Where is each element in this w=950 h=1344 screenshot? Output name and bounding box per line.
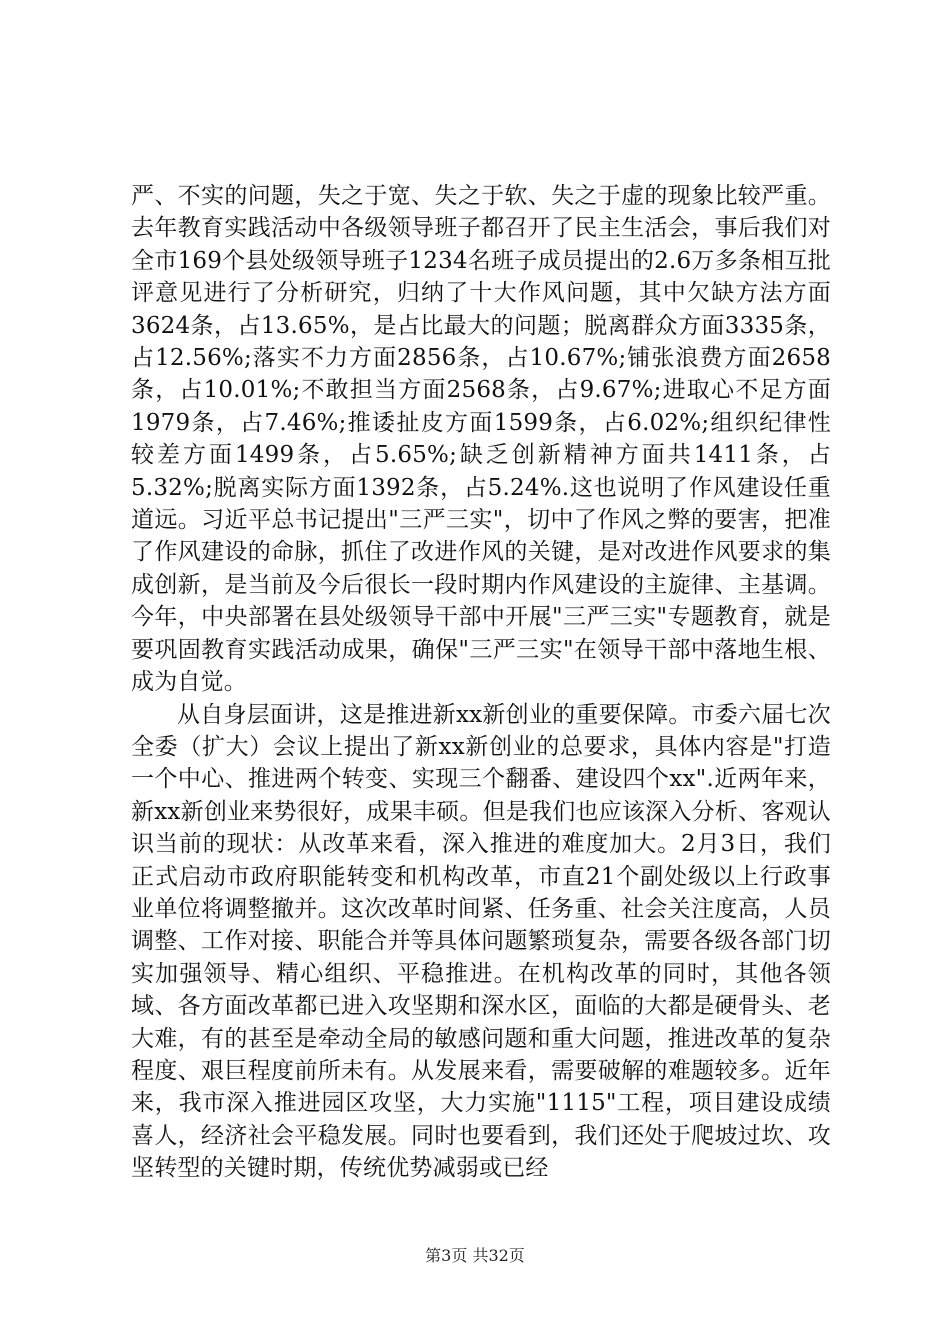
paragraph-self-level: 从自身层面讲，这是推进新xx新创业的重要保障。市委六届七次全委（扩大）会议上提出了新xx新创业的总要求，具体内容是"打造一个中心、推进两个转变、实现三个翻番、建设四个xx".近两年来，新xx新创业来势很好，成果丰硕。但是我们也应该深入分析、客观认识当前的现状：从改革来看，深入推进的难度加大。2月3日，我们正式启动市政府职能转变和机构改革，市直21个副处级以上行政事业单位将调整撤并。这次改革时间紧、任务重、社会关注度高，人员调整、工作对接、职能合并等具体问题繁琐复杂，需要各级各部门切实加强领导、精心组织、平稳推进。在机构改革的同时，其他各领域、各方面改革都已进入攻坚期和深水区，面临的大都是硬骨头、老大难，有的甚至是牵动全局的敏感问题和重大问题，推进改革的复杂程度、艰巨程度前所未有。从发展来看，需要破解的难题较多。近年来，我市深入推进园区攻坚，大力实施"1115"工程，项目建设成绩喜人，经济社会平稳发展。同时也要看到，我们还处于爬坡过坎、攻坚转型的关键时期，传统优势减弱或已经 [131, 701, 831, 1182]
page-number-footer: 第3页 共32页 [425, 1246, 525, 1265]
body-text [131, 180, 831, 1185]
paragraph-continued: 严、不实的问题，失之于宽、失之于软、失之于虚的现象比较严重。去年教育实践活动中各级领导班子都召开了民主生活会，事后我们对全市169个县处级领导班子1234名班子成员提出的2.6万多条相互批评意见进行了分析研究，归纳了十大作风问题，其中欠缺方法方面3624条，占13.65%，是占比最大的问题；脱离群众方面3335条，占12.56%;落实不力方面2856条，占10.67%;铺张浪费方面2658条，占10.01%;不敢担当方面2568条，占9.67%;进取心不足方面1979条，占7.46%;推诿扯皮方面1599条，占6.02%;组织纪律性较差方面1499条，占5.65%;缺乏创新精神方面共1411条，占5.32%;脱离实际方面1392条，占5.24%.这也说明了作风建设任重道远。习近平总书记提出"三严三实"，切中了作风之弊的要害，把准了作风建设的命脉，抓住了改进作风的关键，是对改进作风要求的集成创新，是当前及今后很长一段时期内作风建设的主旋律、主基调。今年，中央部署在县处级领导干部中开展"三严三实"专题教育，就是要巩固教育实践活动成果，确保"三严三实"在领导干部中落地生根、成为自觉。 [131, 183, 831, 696]
